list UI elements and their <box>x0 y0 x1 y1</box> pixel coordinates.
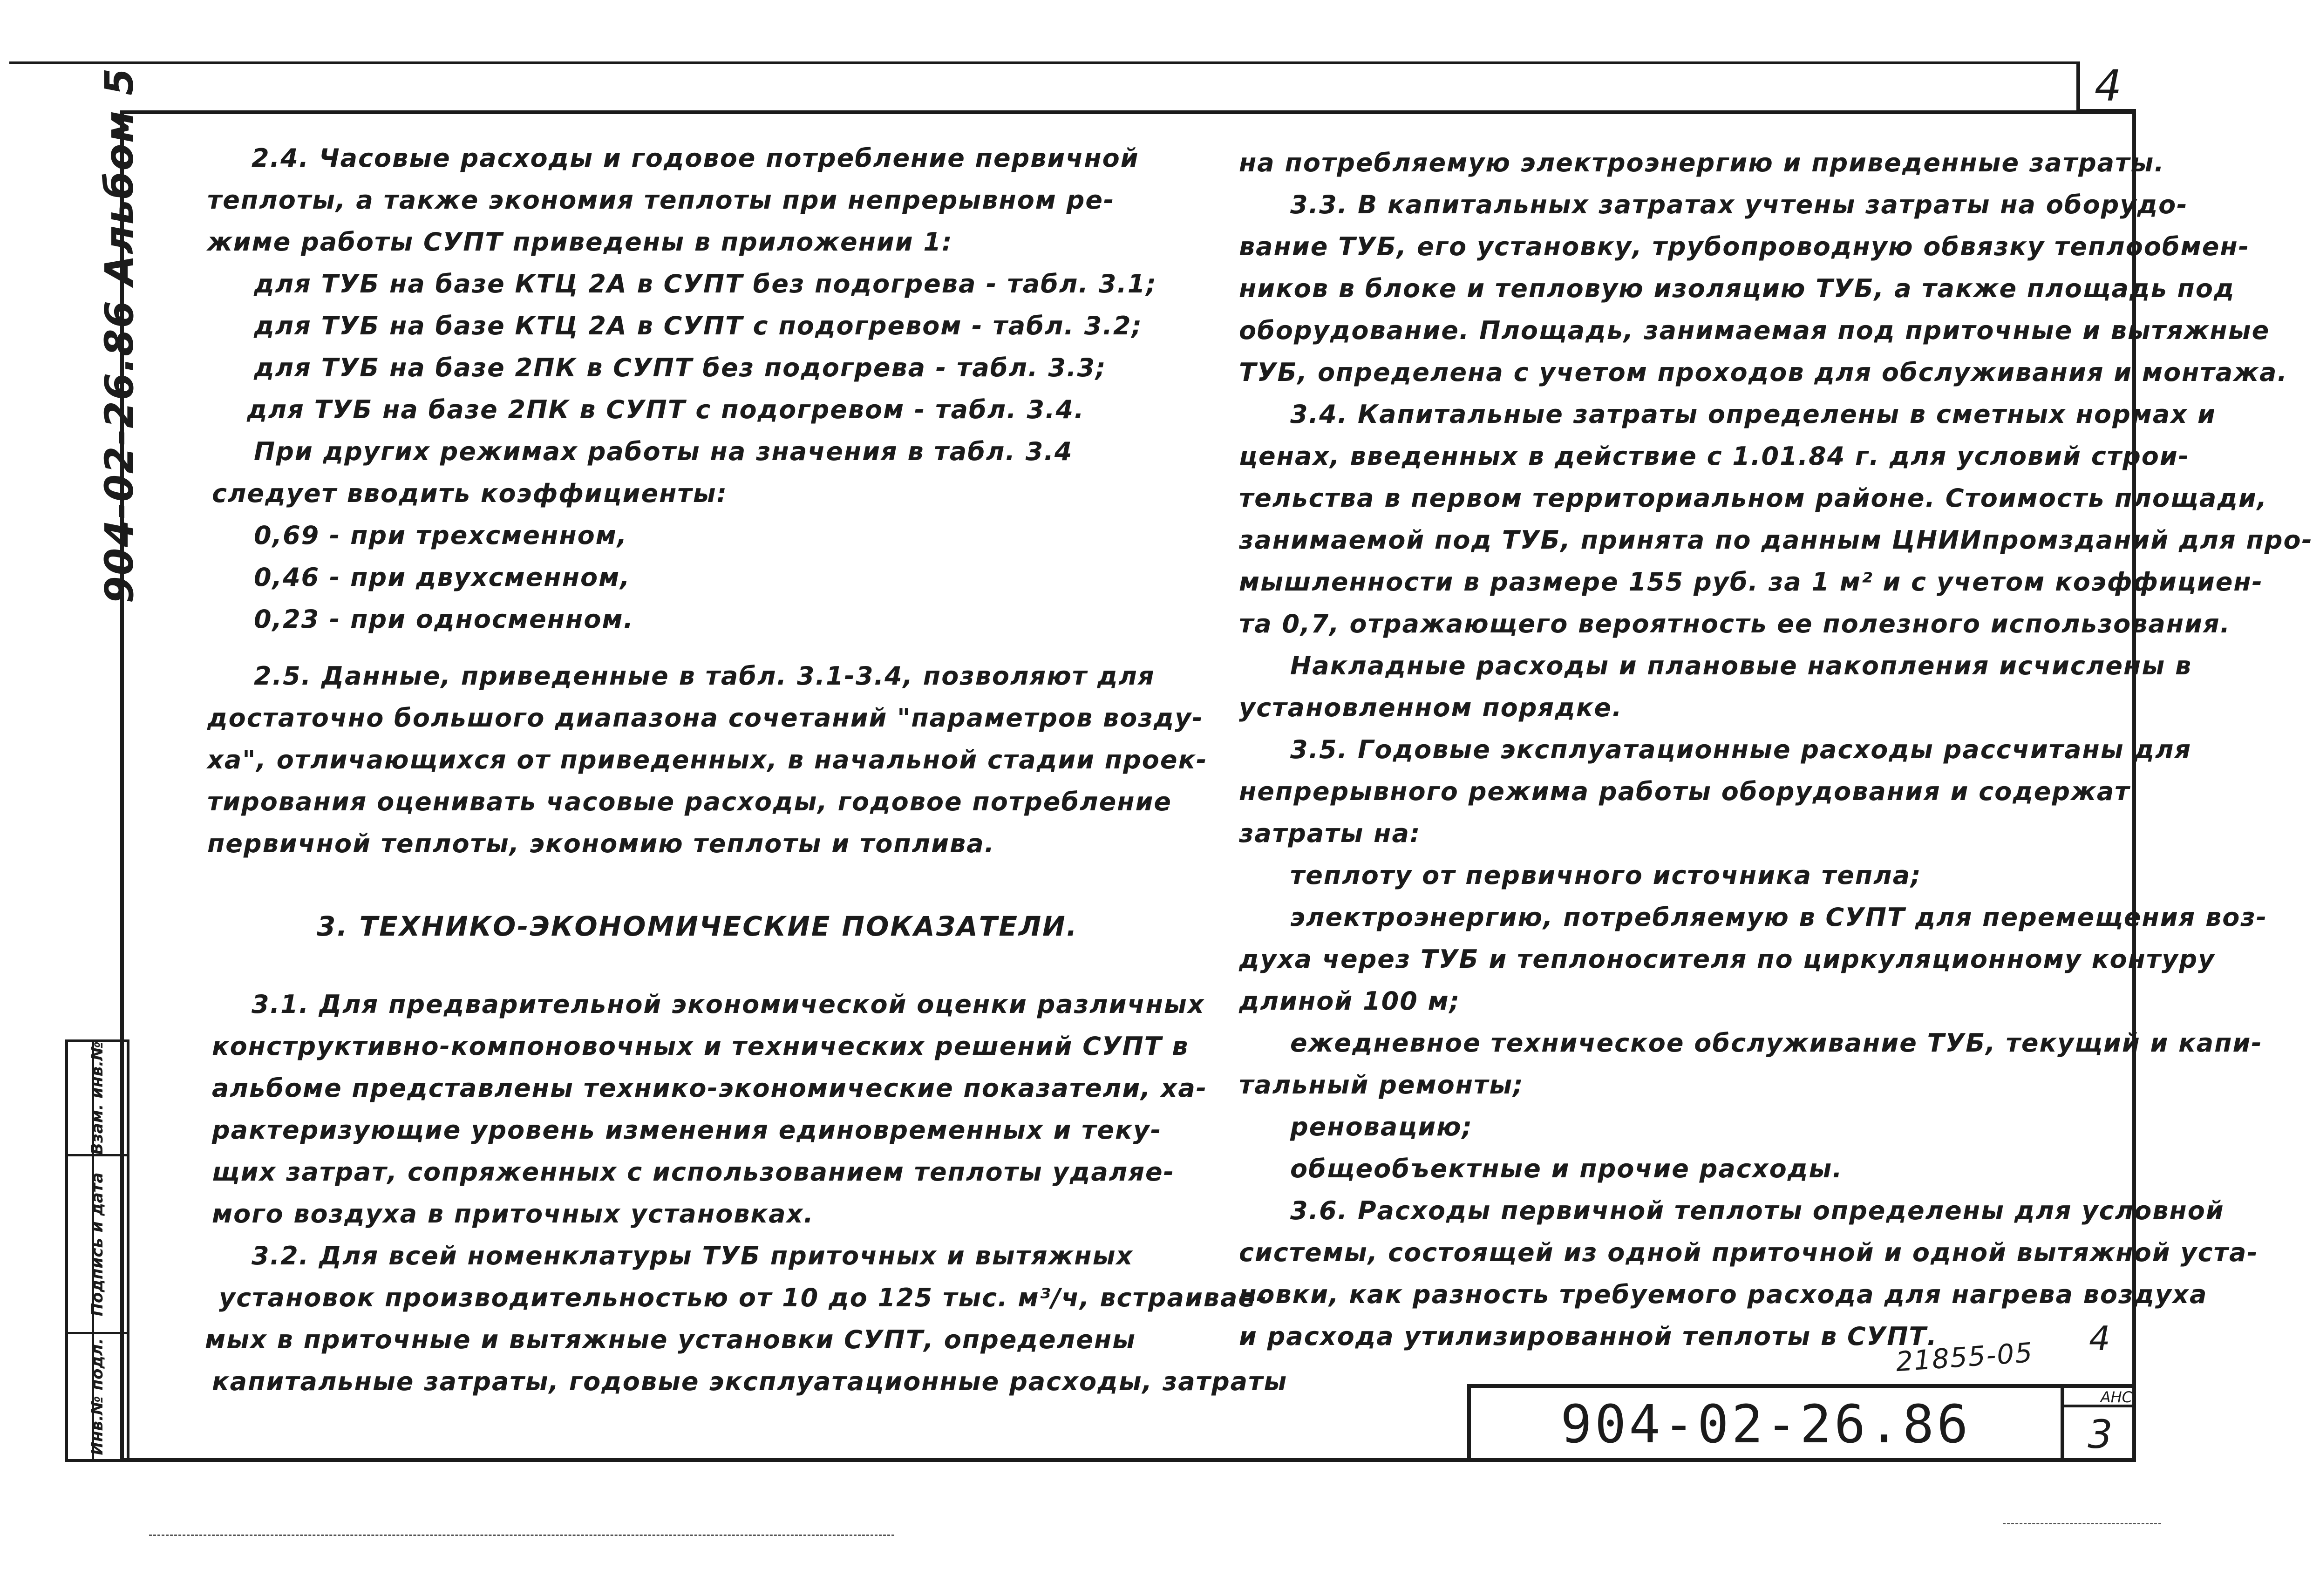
text-line: для ТУБ на базе КТЦ 2А в СУПТ без подогрева - табл. 3.1; <box>254 269 1157 299</box>
text-line: тирования оценивать часовые расходы, годовое потребление <box>207 787 1172 816</box>
text-line: для ТУБ на базе КТЦ 2А в СУПТ с подогревом - табл. 3.2; <box>254 311 1143 340</box>
text-line: ценах, введенных в действие с 1.01.84 г. для условий строи- <box>1239 441 2190 471</box>
text-line: капитальные затраты, годовые эксплуатационные расходы, затраты <box>212 1367 1288 1396</box>
sheet-mark: 4 <box>2089 1319 2110 1358</box>
page-number: 4 <box>2076 61 2136 113</box>
inventory-number: 21855-05 <box>1894 1336 2034 1378</box>
text-line: 3.6. Расходы первичной теплоты определены для условной <box>1290 1196 2225 1225</box>
stamp-label-inventory: Инв.№ подл. <box>88 1338 107 1455</box>
text-line: альбоме представлены технико-экономические показатели, ха- <box>212 1073 1208 1103</box>
text-line: теплоты, а также экономия теплоты при непрерывном ре- <box>207 185 1115 215</box>
text-line: жиме работы СУПТ приведены в приложении 1: <box>207 227 953 257</box>
text-line: электроэнергию, потребляемую в СУПТ для перемещения воз- <box>1290 903 2268 932</box>
text-line: ников в блоке и тепловую изоляцию ТУБ, а также площадь под <box>1239 274 2235 303</box>
text-line: 3.5. Годовые эксплуатационные расходы рассчитаны для <box>1290 735 2192 764</box>
text-line: 0,23 - при односменном. <box>254 604 634 634</box>
sheet-box <box>2061 1388 2136 1462</box>
stamp-label-signature: Подпись и дата <box>88 1172 107 1316</box>
text-line: реновацию; <box>1290 1112 1473 1141</box>
top-rule <box>9 61 2077 64</box>
text-line: системы, состоящей из одной приточной и одной вытяжной уста- <box>1239 1238 2259 1267</box>
text-line: следует вводить коэффициенты: <box>212 479 728 508</box>
scan-edge-line <box>149 1535 894 1536</box>
sheet-label: АНС <box>2064 1388 2136 1407</box>
text-line: общеобъектные и прочие расходы. <box>1290 1154 1843 1183</box>
text-line: 3.1. Для предварительной экономической оценки различных <box>252 990 1205 1019</box>
text-line: При других режимах работы на значения в табл. 3.4 <box>254 437 1073 466</box>
text-line: 0,69 - при трехсменном, <box>254 521 628 550</box>
section-heading: 3. ТЕХНИКО-ЭКОНОМИЧЕСКИЕ ПОКАЗАТЕЛИ. <box>317 910 1078 942</box>
text-line: 2.5. Данные, приведенные в табл. 3.1-3.4, позволяют для <box>254 661 1155 691</box>
text-line: для ТУБ на базе 2ПК в СУПТ с подогревом - табл. 3.4. <box>247 395 1085 424</box>
text-line: затраты на: <box>1239 819 1421 848</box>
title-block <box>1467 1384 2136 1462</box>
text-line: на потребляемую электроэнергию и приведенные затраты. <box>1239 148 2165 177</box>
sheet-number: 3 <box>2088 1412 2113 1457</box>
text-line: занимаемой под ТУБ, принята по данным ЦНИИпромзданий для про- <box>1239 525 2313 555</box>
text-line: ха", отличающихся от приведенных, в начальной стадии проек- <box>207 745 1208 774</box>
stamp-label-replacement: Взам. инв.№ <box>88 1041 107 1155</box>
text-line: щих затрат, сопряженных с использованием теплоты удаляе- <box>212 1157 1175 1187</box>
text-line: новки, как разность требуемого расхода для нагрева воздуха <box>1239 1280 2208 1309</box>
text-line: мых в приточные и вытяжные установки СУПТ, определены <box>205 1325 1136 1354</box>
text-line: тальный ремонты; <box>1239 1070 1524 1100</box>
text-line: 0,46 - при двухсменном, <box>254 563 631 592</box>
scan-edge-line <box>2003 1523 2161 1524</box>
text-line: ежедневное техническое обслуживание ТУБ, текущий и капи- <box>1290 1028 2263 1058</box>
text-line: тельства в первом территориальном районе. Стоимость площади, <box>1239 483 2268 513</box>
text-line: 3.3. В капитальных затратах учтены затраты на оборудо- <box>1290 190 2188 219</box>
text-line: первичной теплоты, экономию теплоты и топлива. <box>207 829 995 858</box>
document-code: 904-02-26.86 <box>1560 1394 1971 1455</box>
stamp-cell-signature <box>68 1156 127 1334</box>
stamp-cell-replacement <box>68 1042 127 1156</box>
text-line: для ТУБ на базе 2ПК в СУПТ без подогрева - табл. 3.3; <box>254 353 1107 382</box>
side-album-label: 904-02-26.86 Альбом 5 <box>96 67 142 604</box>
text-line: 3.2. Для всей номенклатуры ТУБ приточных и вытяжных <box>252 1241 1134 1270</box>
text-line: конструктивно-компоновочных и технических решений СУПТ в <box>212 1032 1189 1061</box>
text-line: длиной 100 м; <box>1239 986 1461 1016</box>
text-line: установленном порядке. <box>1239 693 1623 722</box>
text-line: та 0,7, отражающего вероятность ее полезного использования. <box>1239 609 2231 638</box>
text-line: ТУБ, определена с учетом проходов для обслуживания и монтажа. <box>1239 358 2288 387</box>
text-line: мышленности в размере 155 руб. за 1 м² и с учетом коэффициен- <box>1239 567 2264 597</box>
text-line: мого воздуха в приточных установках. <box>212 1199 814 1229</box>
text-line: 3.4. Капитальные затраты определены в сметных нормах и <box>1290 400 2216 429</box>
text-line: оборудование. Площадь, занимаемая под приточные и вытяжные <box>1239 316 2270 345</box>
text-line: Накладные расходы и плановые накопления исчислены в <box>1290 651 2192 680</box>
text-line: достаточно большого диапазона сочетаний "параметров возду- <box>207 703 1204 733</box>
approval-stamp <box>65 1039 129 1462</box>
text-line: вание ТУБ, его установку, трубопроводную обвязку теплообмен- <box>1239 232 2250 261</box>
text-line: 2.4. Часовые расходы и годовое потребление первичной <box>252 143 1139 173</box>
text-line: установок производительностью от 10 до 125 тыс. м³/ч, встраивае- <box>219 1283 1268 1312</box>
text-line: и расхода утилизированной теплоты в СУПТ. <box>1239 1322 1938 1351</box>
text-line: непрерывного режима работы оборудования и содержат <box>1239 777 2130 806</box>
stamp-cell-inventory <box>68 1334 127 1459</box>
text-line: рактеризующие уровень изменения единовременных и теку- <box>212 1115 1162 1145</box>
text-line: духа через ТУБ и теплоносителя по циркуляционному контуру <box>1239 944 2216 974</box>
text-line: теплоту от первичного источника тепла; <box>1290 861 1922 890</box>
